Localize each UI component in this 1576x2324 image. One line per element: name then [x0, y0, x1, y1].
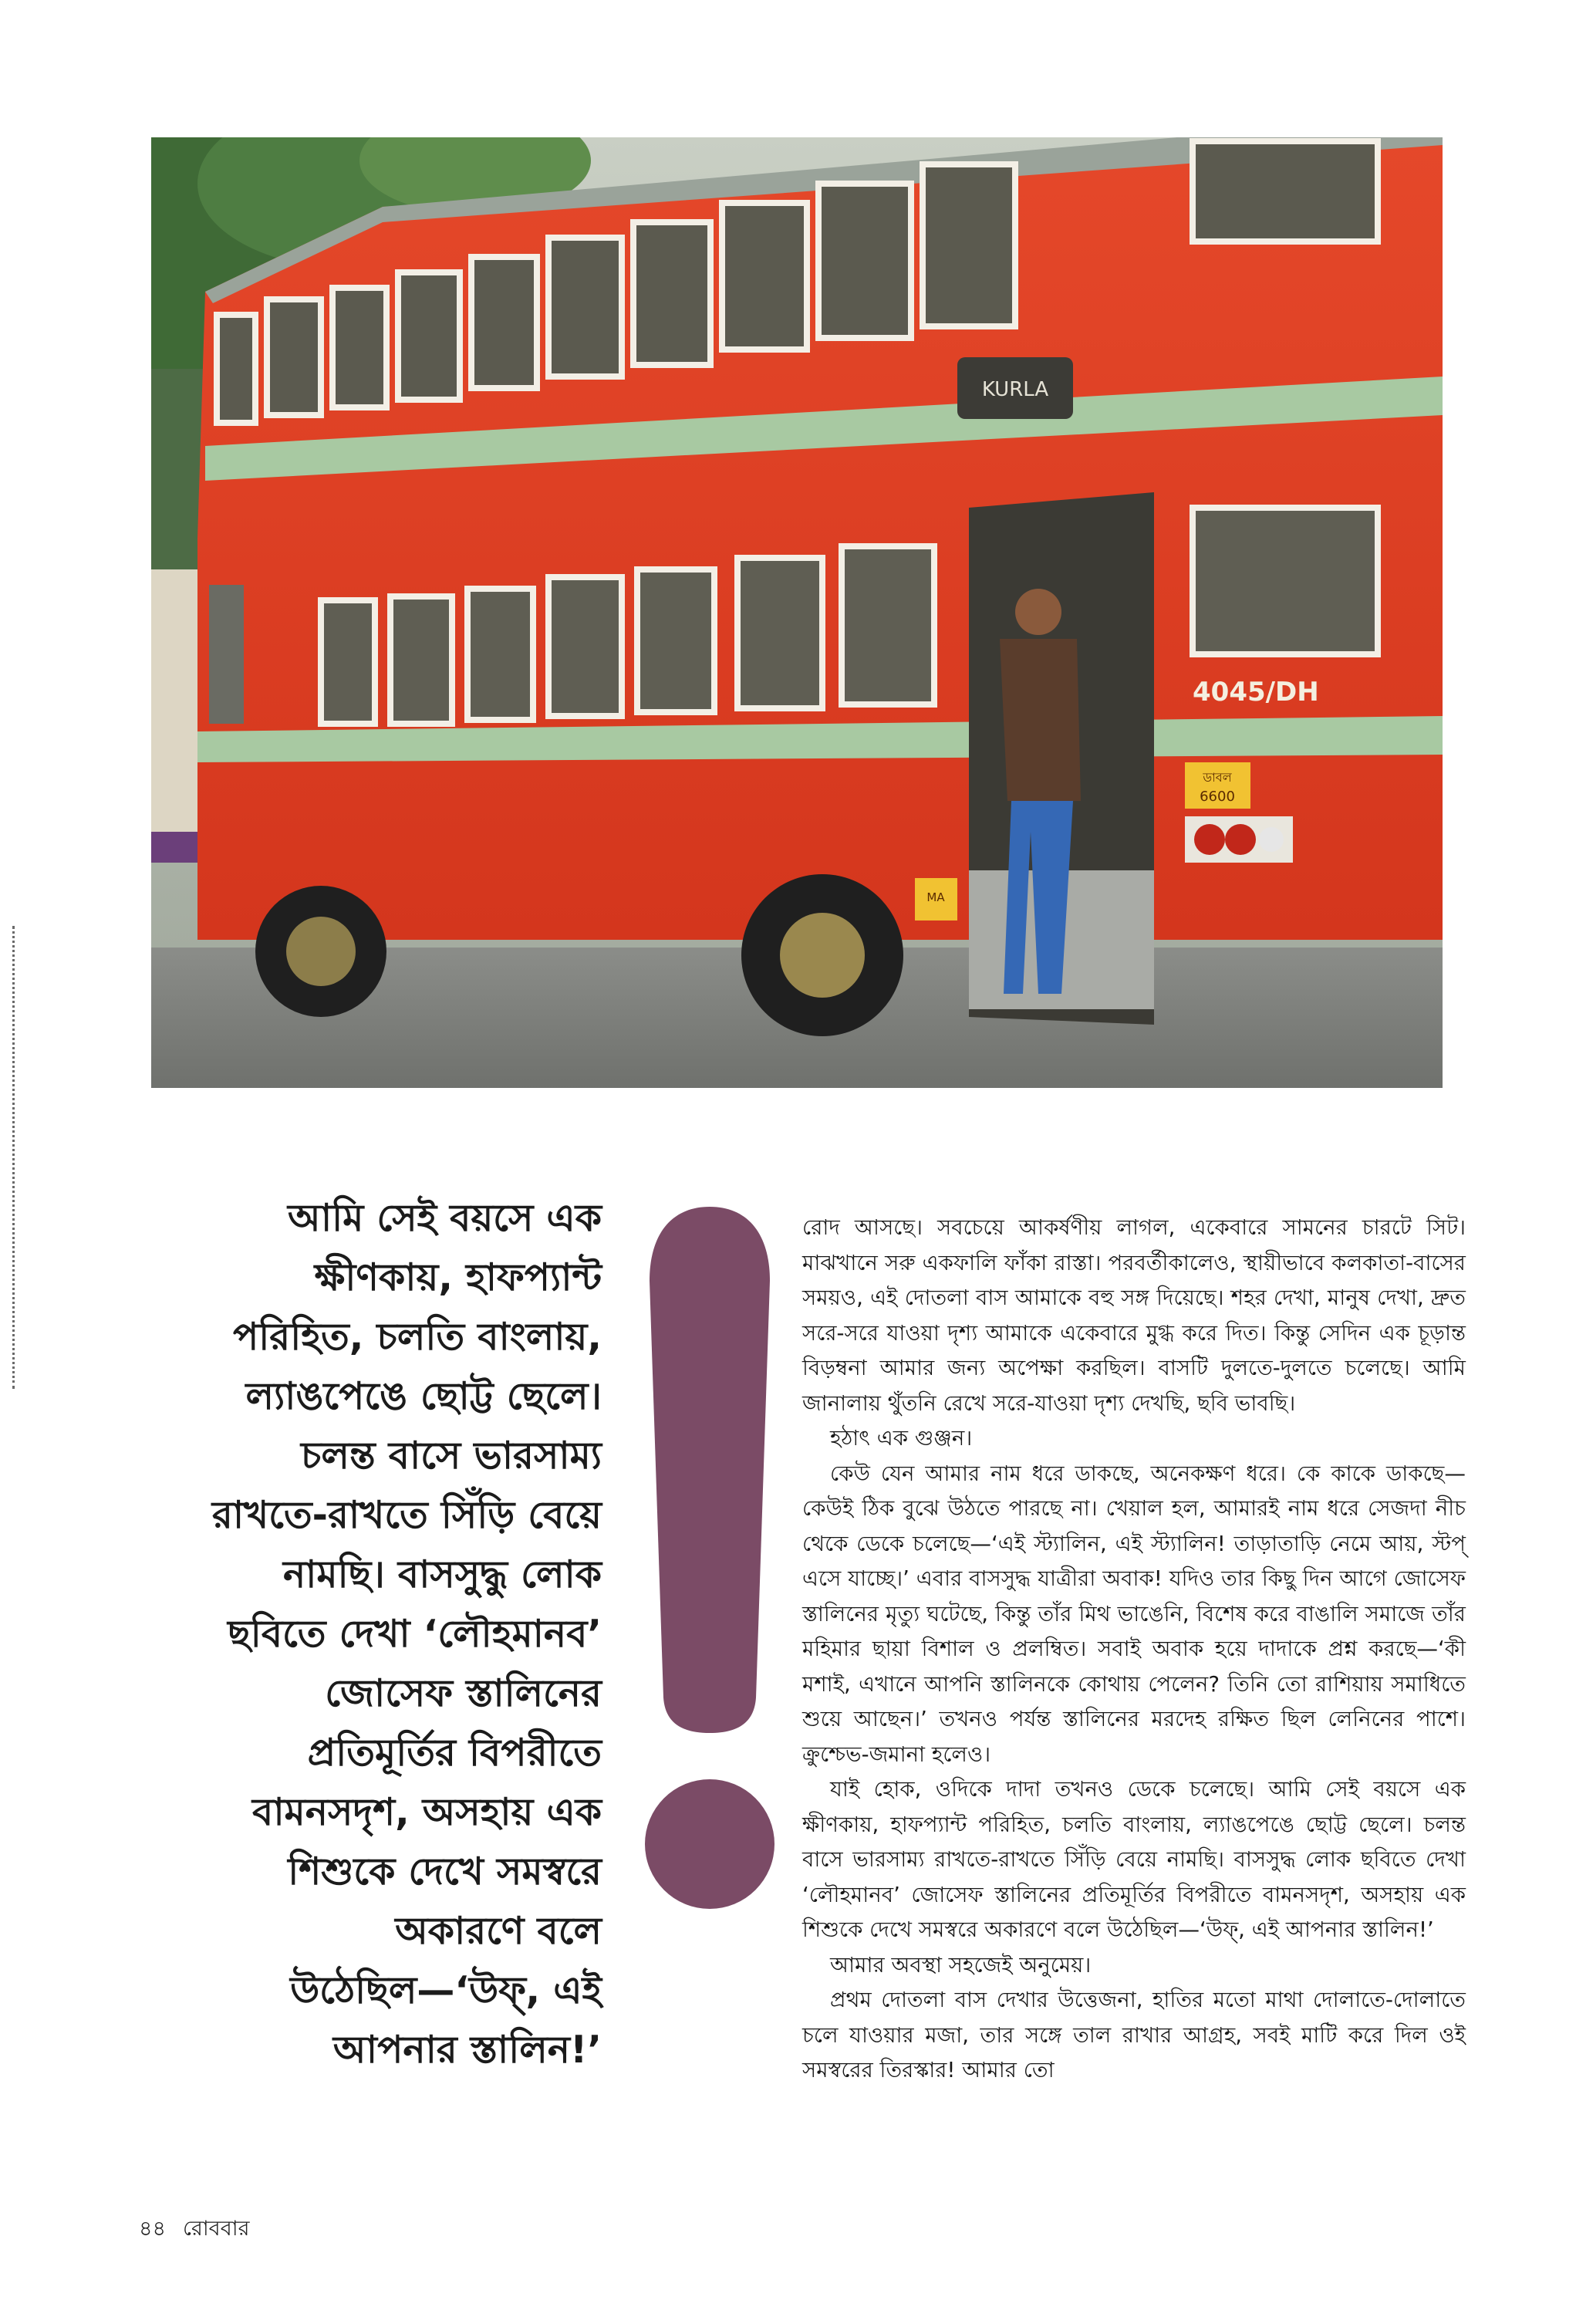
article-paragraph: রোদ আসছে। সবচেয়ে আকর্ষণীয় লাগল, একেবারে সামনের চারটে সিট। মাঝখানে সরু একফালি ফাঁকা রাস্তা। পরবর্তীকালেও, স্থায়ীভাবে কলকাতা-বাসের সময়ও, এই দোতলা বাস আমাকে বহু সঙ্গ দিয়েছে। শহর দেখা, মানুষ দেখা, দ্রুত সরে-সরে যাওয়া দৃশ্য আমাকে একেবারে মুগ্ধ করে দিত। কিন্তু সেদিন এক চূড়ান্ত বিড়ম্বনা আমার জন্য অপেক্ষা করছিল। বাসটি দুলতে-দুলতে চলেছে। আমি জানালায় থুঁতনি রেখে সরে-যাওয়া দৃশ্য দেখছি, ছবি ভাবছি। — [802, 1214, 1466, 1416]
article-paragraph: যাই হোক, ওদিকে দাদা তখনও ডেকে চলেছে। আমি সেই বয়সে এক ক্ষীণকায়, হাফপ্যান্ট পরিহিত, চলতি বাংলায়, ল্যাঙপেঙে ছোট্ট ছেলে। চলন্ত বাসে ভারসাম্য রাখতে-রাখতে সিঁড়ি বেয়ে নামছি। বাসসুদ্ধ লোক ছবিতে দেখা ‘লৌহমানব’ জোসেফ স্তালিনের প্রতিমূর্তির বিপরীতে বামনসদৃশ, অসহায় এক শিশুকে দেখে সমস্বরে অকারণে বলে উঠেছিল—‘উফ্, এই আপনার স্তালিন!’ — [802, 1776, 1466, 1942]
article-paragraph: আমার অবস্থা সহজেই অনুমেয়। — [830, 1951, 1092, 1978]
publication-name: রোববার — [183, 2217, 250, 2241]
article-body — [802, 1210, 1466, 2088]
route-sign-text: KURLA — [981, 378, 1049, 401]
pull-quote-line: অকারণে বলে — [395, 1909, 602, 1953]
pull-quote-line: ক্ষীণকায়, হাফপ্যান্ট — [314, 1255, 602, 1299]
pull-quote-line: রাখতে-রাখতে সিঁড়ি বেয়ে — [211, 1493, 602, 1537]
pull-quote-line: উঠেছিল—‘উফ্, এই — [290, 1968, 602, 2012]
page-number: ৪৪ — [139, 2217, 167, 2241]
pull-quote-line: চলন্ত বাসে ভারসাম্য — [300, 1434, 602, 1478]
article-paragraph: প্রথম দোতলা বাস দেখার উত্তেজনা, হাতির মতো মাথা দোলাতে-দোলাতে চলে যাওয়ার মজা, তার সঙ্গে তাল রাখার আগ্রহ, সবই মাটি করে দিল ওই সমস্বরের তিরস্কার! আমার তো — [802, 1987, 1466, 2082]
rear-notice-line-2: 6600 — [1200, 789, 1235, 805]
pull-quote-line: প্রতিমূর্তির বিপরীতে — [307, 1731, 602, 1775]
double-decker-bus-photo — [151, 137, 1443, 1088]
article-paragraph: কেউ যেন আমার নাম ধরে ডাকছে, অনেকক্ষণ ধরে। কে কাকে ডাকছে—কেউই ঠিক বুঝে উঠতে পারছে না। খেয়াল হল, আমারই নাম ধরে সেজদা নীচ থেকে ডেকে চলেছে—‘এই স্ট্যালিন, এই স্ট্যালিন! তাড়াতাড়ি নেমে আয়, স্টপ্ এসে যাচ্ছে।’ এবার বাসসুদ্ধ যাত্রীরা অবাক! যদিও তার কিছু দিন আগে জোসেফ স্তালিনের মৃত্যু ঘটেছে, কিন্তু তাঁর মিথ ভাঙেনি, বিশেষ করে বাঙালি সমাজে তাঁর মহিমার ছায়া বিশাল ও প্রলম্বিত। সবাই অবাক হয়ে দাদাকে প্রশ্ন করছে—‘কী মশাই, এখানে আপনি স্তালিনকে কোথায় পেলেন? তিনি তো রাশিয়ায় সমাধিতে শুয়ে আছেন।’ তখনও পর্যন্ত স্তালিনের মরদেহ রক্ষিত ছিল লেনিনের পাশে। ক্রুশ্চেভ-জমানা হলেও। — [802, 1460, 1466, 1767]
pull-quote-line: শিশুকে দেখে সমস্বরে — [288, 1849, 602, 1893]
fleet-number: 4045/DH — [1193, 677, 1319, 708]
pull-quote-line: আপনার স্তালিন!’ — [332, 2028, 602, 2072]
margin-dotted-rule — [12, 926, 15, 1389]
pull-quote-line: জোসেফ স্তালিনের — [325, 1671, 602, 1715]
step-plate-text: MA — [926, 890, 945, 904]
article-paragraph: হঠাৎ এক গুঞ্জন। — [830, 1425, 973, 1451]
exclamation-mark-graphic — [633, 1204, 787, 1929]
page-footer — [139, 2213, 266, 2248]
pull-quote-line: পরিহিত, চলতি বাংলায়, — [232, 1315, 602, 1359]
bus-photo — [151, 137, 1443, 1088]
pull-quote — [139, 1188, 602, 2079]
pull-quote-line: আমি সেই বয়সে এক — [287, 1196, 602, 1240]
pull-quote-line: বামনসদৃশ, অসহায় এক — [252, 1790, 602, 1834]
pull-quote-line: ল্যাঙপেঙে ছোট্ট ছেলে। — [245, 1374, 602, 1418]
exclamation-icon — [633, 1204, 787, 1929]
pull-quote-line: নামছি। বাসসুদ্ধু লোক — [282, 1552, 602, 1596]
rear-notice-line-1: ডাবল — [1203, 770, 1232, 785]
pull-quote-line: ছবিতে দেখা ‘লৌহমানব’ — [228, 1612, 602, 1656]
